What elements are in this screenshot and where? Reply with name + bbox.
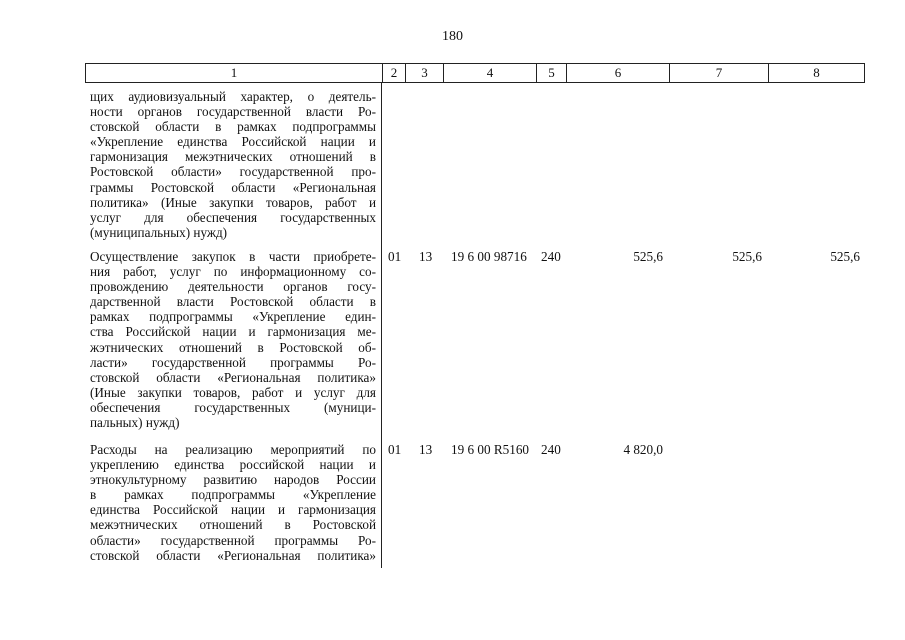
cell-amount-year-2: 525,6 bbox=[732, 249, 762, 264]
cell-amount-year-1: 525,6 bbox=[633, 249, 663, 264]
text-line: в рамках подпрограммы «Укрепление bbox=[90, 487, 376, 503]
text-line: щих аудиовизуальный характер, о деятель- bbox=[90, 89, 376, 104]
text-line: политика» (Иные закупки товаров, работ и bbox=[90, 194, 376, 210]
text-line: ласти» государственной программы Ро- bbox=[90, 354, 376, 370]
text-line: обеспечения государственных (муници- bbox=[90, 399, 376, 415]
header-col-6: 6 bbox=[566, 64, 669, 82]
text-line: межэтнических отношений в Ростовской bbox=[90, 517, 376, 533]
header-col-7: 7 bbox=[669, 64, 768, 82]
header-col-2: 2 bbox=[382, 64, 405, 82]
page-number: 180 bbox=[442, 29, 463, 44]
table-row-description bbox=[90, 249, 376, 430]
text-line: рамках подпрограммы «Укрепление един- bbox=[90, 309, 376, 325]
cell-section: 01 bbox=[388, 249, 402, 264]
header-col-3: 3 bbox=[405, 64, 443, 82]
text-line: стовской области «Региональная политика» bbox=[90, 369, 376, 385]
column-divider bbox=[381, 83, 382, 568]
text-line: Ростовской области» государственной про- bbox=[90, 164, 376, 180]
text-line: гармонизация межэтнических отношений в bbox=[90, 149, 376, 165]
text-line: жэтнических отношений в Ростовской об- bbox=[90, 339, 376, 355]
cell-subsection: 13 bbox=[419, 249, 433, 264]
text-line: (муниципальных) нужд) bbox=[90, 224, 228, 240]
cell-target-article: 19 6 00 98716 bbox=[451, 249, 527, 264]
text-line: единства Российской нации и гармонизация bbox=[90, 502, 376, 518]
text-line: Осуществление закупок в части приобрете- bbox=[90, 249, 376, 264]
text-line: ности органов государственной власти Ро- bbox=[90, 104, 376, 120]
table-row-description bbox=[90, 442, 376, 563]
text-line: стовской области в рамках подпрограммы bbox=[90, 119, 376, 135]
text-line: пальных) нужд) bbox=[90, 415, 180, 431]
text-line: (Иные закупки товаров, работ и услуг для bbox=[90, 384, 376, 400]
text-line: укреплению единства российской нации и bbox=[90, 457, 376, 473]
cell-section: 01 bbox=[388, 442, 402, 457]
text-line: этнокультурному развитию народов России bbox=[90, 472, 376, 488]
header-col-1: 1 bbox=[230, 65, 238, 80]
text-line: Расходы на реализацию мероприятий по bbox=[90, 442, 376, 457]
cell-target-article: 19 6 00 R5160 bbox=[451, 442, 530, 457]
header-col-5: 5 bbox=[536, 64, 566, 82]
header-col-8: 8 bbox=[768, 64, 864, 82]
text-line: «Укрепление единства Российской нации и bbox=[90, 134, 376, 150]
table-header bbox=[85, 63, 865, 83]
text-line: дарственной власти Ростовской области в bbox=[90, 294, 376, 310]
cell-amount-year-1: 4 820,0 bbox=[623, 442, 663, 457]
table-row-description bbox=[90, 89, 376, 240]
text-line: провождению деятельности органов госу- bbox=[90, 279, 376, 295]
text-line: услуг для обеспечения государственных bbox=[90, 209, 376, 225]
header-col-4: 4 bbox=[443, 64, 536, 82]
text-line: ния работ, услуг по информационному со- bbox=[90, 264, 376, 280]
cell-amount-year-3: 525,6 bbox=[830, 249, 860, 264]
cell-expense-type: 240 bbox=[541, 442, 561, 457]
cell-expense-type: 240 bbox=[541, 249, 561, 264]
text-line: граммы Ростовской области «Региональная bbox=[90, 179, 376, 195]
text-line: области» государственной программы Ро- bbox=[90, 532, 376, 548]
text-line: ства Российской нации и гармонизация ме- bbox=[90, 324, 376, 340]
text-line: стовской области «Региональная политика» bbox=[90, 547, 376, 563]
cell-subsection: 13 bbox=[419, 442, 433, 457]
